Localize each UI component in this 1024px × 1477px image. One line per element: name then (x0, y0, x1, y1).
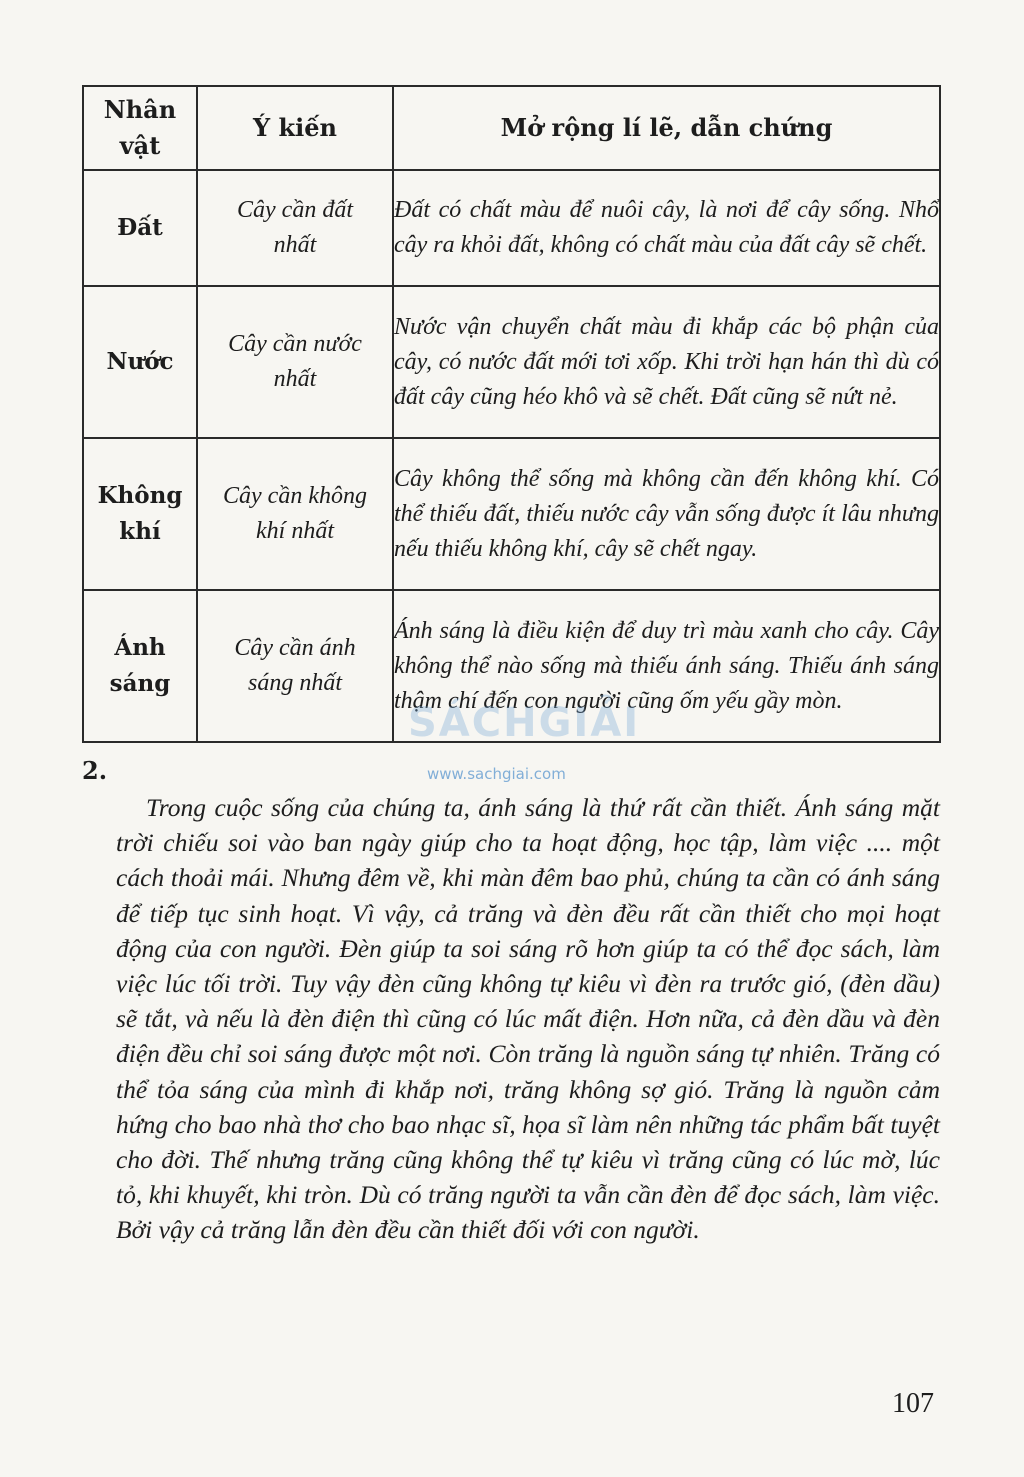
header-extension: Mở rộng lí lẽ, dẫn chứng (393, 86, 940, 170)
header-character: Nhân vật (83, 86, 197, 170)
table-row (83, 170, 940, 286)
row-extension: Đất có chất màu để nuôi cây, là nơi để cây sống. Nhổ cây ra khỏi đất, không có chất màu của đất cây sẽ chết. (393, 170, 940, 286)
row-extension: Cây không thể sống mà không cần đến không khí. Có thể thiếu đất, thiếu nước cây vẫn sống được ít lâu nhưng nếu thiếu không khí, cây sẽ chết ngay. (393, 438, 940, 590)
header-opinion: Ý kiến (197, 86, 393, 170)
table-header-row (83, 86, 940, 170)
section-number: 2. (82, 756, 108, 785)
row-character: Không khí (83, 438, 197, 590)
table-row (83, 438, 940, 590)
row-extension: Ánh sáng là điều kiện để duy trì màu xanh cho cây. Cây không thể nào sống mà thiếu ánh sáng. Thiếu ánh sáng thậm chí đến con người cũng ốm yếu gầy mòn. (393, 590, 940, 742)
row-character: Nước (83, 286, 197, 438)
essay-paragraph: Trong cuộc sống của chúng ta, ánh sáng là thứ rất cần thiết. Ánh sáng mặt trời chiếu soi vào ban ngày giúp cho ta hoạt động, học tập, làm việc .... một cách thoải mái. Nhưng đêm về, khi màn đêm bao phủ, chúng ta cần có ánh sáng để tiếp tục sinh hoạt. Vì vậy, cả trăng và đèn đều rất cần thiết cho mọi hoạt động của con người. Đèn giúp ta soi sáng rõ hơn giúp ta có thể đọc sách, làm việc lúc tối trời. Tuy vậy đèn cũng không tự kiêu vì đèn ra trước gió, (đèn dầu) sẽ tắt, và nếu là đèn điện thì cũng có lúc mất điện. Hơn nữa, cả đèn dầu và đèn điện đều chỉ soi sáng được một nơi. Còn trăng là nguồn sáng tự nhiên. Trăng có thể tỏa sáng của mình đi khắp nơi, trăng không sợ gió. Trăng là nguồn cảm hứng cho bao nhà thơ cho bao nhạc sĩ, họa sĩ làm nên những tác phẩm bất tuyệt cho đời. Thế nhưng trăng cũng không thể tự kiêu vì trăng cũng có lúc mờ, lúc tỏ, khi khuyết, khi tròn. Dù có trăng người ta vẫn cần đèn để đọc sách, làm việc. Bởi vậy cả trăng lẫn đèn đều cần thiết đối với con người. (116, 793, 940, 1245)
table-row (83, 286, 940, 438)
watermark-logo: SÁCHGIẢI (408, 700, 641, 746)
opinion-table (82, 85, 941, 743)
table-row (83, 590, 940, 742)
watermark-url: www.sachgiai.com (427, 765, 566, 783)
row-character: Ánh sáng (83, 590, 197, 742)
row-opinion: Cây cần đất nhất (197, 170, 393, 286)
row-extension: Nước vận chuyển chất màu đi khắp các bộ phận của cây, có nước đất mới tơi xốp. Khi trời hạn hán thì dù có đất cây cũng héo khô và sẽ chết. Đất cũng sẽ nứt nẻ. (393, 286, 940, 438)
row-opinion: Cây cần ánh sáng nhất (197, 590, 393, 742)
row-opinion: Cây cần nước nhất (197, 286, 393, 438)
row-character: Đất (83, 170, 197, 286)
page-number: 107 (892, 1388, 934, 1419)
row-opinion: Cây cần không khí nhất (197, 438, 393, 590)
